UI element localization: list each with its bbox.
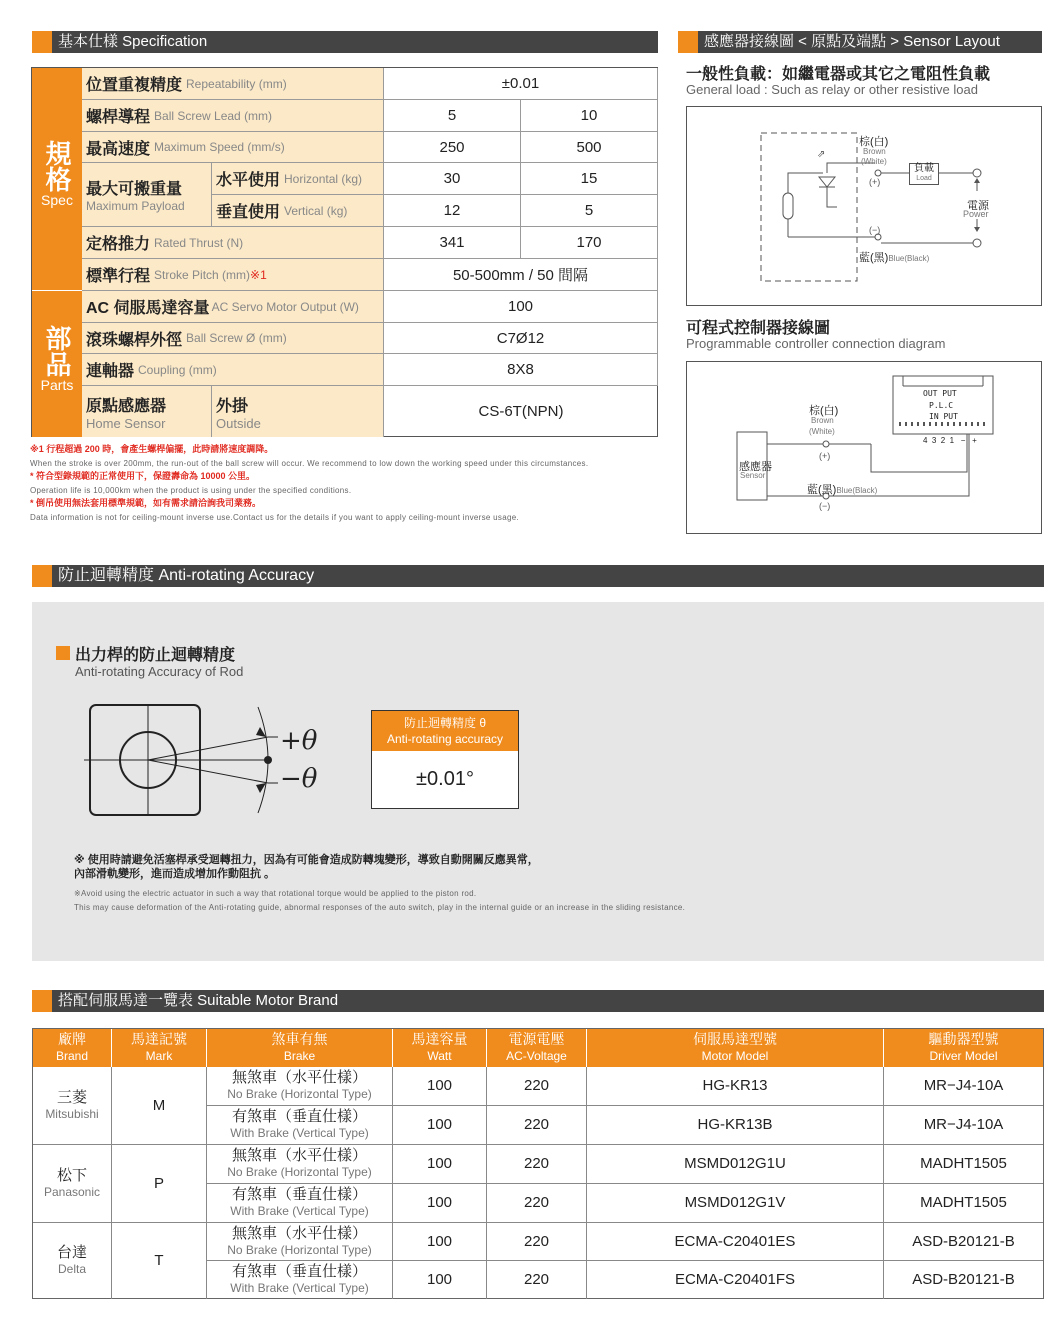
section-tab — [32, 990, 52, 1012]
spec-notes — [30, 443, 670, 524]
d2-minus: (−) — [819, 501, 831, 511]
d2-brown-zh: 棕(白) — [809, 405, 839, 417]
mark-p: P — [112, 1145, 207, 1223]
anti-box-en: Anti-rotating accuracy — [386, 732, 504, 746]
motor-model-cell: MSMD012G1U — [587, 1145, 884, 1184]
row-motor-label: AC 伺服馬達容量 AC Servo Motor Output (W) — [82, 291, 384, 323]
row-horizontal-v1: 30 — [384, 163, 521, 195]
row-sensor-label: 原點感應器 Home Sensor — [82, 386, 212, 437]
row-coupling-label: 連軸器 Coupling (mm) — [82, 354, 384, 386]
driver-model-cell: MR−J4-10A — [884, 1106, 1043, 1145]
header-brand: 廠牌 Brand — [33, 1029, 112, 1067]
plc-pins: 4 3 2 1 − + — [923, 436, 977, 445]
motor-model-cell: HG-KR13 — [587, 1067, 884, 1106]
group-spec-en: Spec — [41, 192, 73, 208]
led-icon: ⇗ — [817, 149, 826, 160]
note-3-en: Data information is not for ceiling-mount inverse use.Contact us for the details if you want to apply ceiling-mount inverse usage. — [30, 512, 520, 522]
brake-cell: 無煞車（水平仕樣） No Brake (Horizontal Type) — [207, 1145, 393, 1184]
group-parts — [32, 291, 82, 437]
motor-model-cell: MSMD012G1V — [587, 1184, 884, 1223]
load-box — [909, 163, 939, 185]
anti-title: 防止迴轉精度 Anti-rotating Accuracy — [58, 567, 315, 584]
general-load-zh: 一般性負載：如繼電器或其它之電阻性負載 — [686, 66, 991, 83]
plc-out-put: OUT PUT — [923, 389, 957, 398]
watt-cell: 100 — [393, 1223, 487, 1261]
plc-in-put: IN PUT — [929, 412, 958, 421]
row-speed-v1: 250 — [384, 132, 521, 163]
row-speed-label: 最高速度 Maximum Speed (mm/s) — [82, 132, 384, 163]
motor-model-cell: HG-KR13B — [587, 1106, 884, 1145]
minus-theta: −θ — [280, 764, 318, 794]
header-mark: 馬達記號 Mark — [112, 1029, 207, 1067]
anti-box-zh: 防止迴轉精度 θ — [403, 716, 486, 730]
driver-model-cell: ASD-B20121-B — [884, 1223, 1043, 1261]
voltage-cell: 220 — [487, 1223, 587, 1261]
row-thrust-v2: 170 — [521, 227, 658, 259]
voltage-cell: 220 — [487, 1106, 587, 1145]
plc-label: P.L.C — [929, 401, 954, 410]
row-thrust-label: 定格推力 Rated Thrust (N) — [82, 227, 384, 259]
sensor-diagram-general — [686, 106, 1042, 306]
anti-box-header — [372, 711, 518, 751]
d1-minus: (−) — [869, 225, 881, 235]
row-horizontal-label: 水平使用 Horizontal (kg) — [212, 163, 384, 195]
motor-model-cell: ECMA-C20401ES — [587, 1223, 884, 1261]
power-zh: 電源 — [967, 200, 989, 212]
sensor-diagram-plc — [686, 361, 1042, 534]
watt-cell: 100 — [393, 1145, 487, 1184]
note-1-red: ※1 行程超過 200 時，會產生螺桿偏擺，此時請將速度調降。 — [30, 444, 274, 454]
d2-sensor-zh: 感應器 — [739, 461, 772, 473]
anti-note-zh1: ※ 使用時請避免活塞桿承受迴轉扭力，因為有可能會造成防轉塊變形，導致自動開關反應異常， — [74, 854, 539, 866]
plus-theta: +θ — [280, 726, 318, 756]
note-2-red: * 符合型錄規範的正常使用下，保證壽命為 10000 公里。 — [30, 471, 256, 481]
load-zh: 負載 — [914, 163, 934, 174]
general-load-en: General load : Such as relay or other resistive load — [686, 82, 978, 97]
sensor-section-bar — [678, 31, 1042, 53]
load-en: Load — [916, 175, 932, 182]
anti-panel — [32, 602, 1044, 961]
motor-model-cell: ECMA-C20401FS — [587, 1261, 884, 1299]
row-payload-label: 最大可搬重量 Maximum Payload — [82, 163, 212, 227]
d2-brown-en1: Brown — [811, 416, 834, 425]
brake-cell: 無煞車（水平仕樣） No Brake (Horizontal Type) — [207, 1223, 393, 1261]
anti-note-en1: ※Avoid using the electric actuator in such a way that rotational torque would be applied to the piston rod. — [74, 889, 477, 898]
watt-cell: 100 — [393, 1106, 487, 1145]
motor-table — [32, 1028, 1044, 1299]
brake-cell: 有煞車（垂直仕樣） With Brake (Vertical Type) — [207, 1261, 393, 1299]
plc-wiring — [687, 362, 1043, 535]
brand-mitsubishi: 三菱 Mitsubishi — [33, 1067, 112, 1145]
row-stroke-value: 50-500mm / 50 間隔 — [384, 259, 658, 291]
row-stroke-label: 標準行程 Stroke Pitch (mm) ※1 — [82, 259, 384, 291]
row-vertical-v2: 5 — [521, 195, 658, 227]
anti-sub-en: Anti-rotating Accuracy of Rod — [75, 664, 244, 679]
watt-cell: 100 — [393, 1067, 487, 1106]
group-parts-zh: 部品 — [42, 325, 72, 377]
header-brake: 煞車有無 Brake — [207, 1029, 393, 1067]
spec-title: 基本仕樣 Specification — [58, 33, 208, 50]
row-horizontal-v2: 15 — [521, 163, 658, 195]
note-1-en: When the stroke is over 200mm, the run-out of the ball screw will occur. We recommend to low down the working speed under this circumstances. — [30, 458, 589, 468]
header-motor-model: 伺服馬達型號 Motor Model — [587, 1029, 884, 1067]
d1-plus: (+) — [869, 177, 881, 187]
brake-cell: 有煞車（垂直仕樣） With Brake (Vertical Type) — [207, 1184, 393, 1223]
driver-model-cell: MADHT1505 — [884, 1145, 1043, 1184]
row-vertical-label: 垂直使用 Vertical (kg) — [212, 195, 384, 227]
power-en: Power — [963, 209, 989, 219]
anti-box-value: ±0.01° — [416, 768, 474, 790]
sensor-title: 感應器接線圖 < 原點及端點 > Sensor Layout — [704, 33, 1000, 50]
group-spec-zh: 規格 — [42, 140, 72, 192]
d2-sensor-en: Sensor — [740, 471, 766, 480]
d1-brown-en2: (White) — [861, 157, 887, 166]
driver-model-cell: MR−J4-10A — [884, 1067, 1043, 1106]
anti-sub-zh: 出力桿的防止迴轉精度 — [75, 647, 236, 664]
row-repeatability-value: ±0.01 — [384, 68, 658, 100]
note-3-red: * 倒吊使用無法套用標準規範，如有需求請洽詢我司業務。 — [30, 498, 262, 508]
row-motor-value: 100 — [384, 291, 658, 323]
anti-rotate-figure — [82, 697, 342, 827]
d2-brown-en2: (White) — [809, 427, 835, 436]
plc-title-en: Programmable controller connection diagram — [686, 336, 946, 351]
anti-section-bar — [32, 565, 1044, 587]
driver-model-cell: ASD-B20121-B — [912, 1271, 1015, 1288]
motor-title: 搭配伺服馬達一覽表 Suitable Motor Brand — [58, 992, 339, 1009]
row-repeatability-label: 位置重複精度 Repeatability (mm) — [82, 68, 384, 100]
row-sensor-sub: 外掛 Outside — [212, 386, 384, 437]
anti-note-zh2: 內部滑軌變形，進而造成增加作動阻抗 。 — [74, 868, 276, 880]
d1-brown-en1: Brown — [863, 147, 886, 156]
row-lead-v1: 5 — [384, 100, 521, 132]
brake-cell: 無煞車（水平仕樣） No Brake (Horizontal Type) — [207, 1067, 393, 1106]
group-spec — [32, 68, 82, 291]
d1-blue: 藍(黑)Blue(Black) — [859, 252, 930, 264]
anti-note-en2: This may cause deformation of the Anti-rotating guide, abnormal responses of the auto switch, play in the internal guide or an increase in the sliding resistance. — [74, 903, 686, 912]
row-lead-label: 螺桿導程 Ball Screw Lead (mm) — [82, 100, 384, 132]
row-screw-value: C7Ø12 — [384, 323, 658, 354]
brake-cell: 有煞車（垂直仕樣） With Brake (Vertical Type) — [207, 1106, 393, 1145]
d1-brown-zh: 棕(白) — [859, 136, 889, 148]
d2-plus: (+) — [819, 451, 831, 461]
note-2-en: Operation life is 10,000km when the product is using under the specified conditions. — [30, 485, 352, 495]
plc-title-zh: 可程式控制器接線圖 — [686, 320, 831, 337]
watt-cell: 100 — [393, 1184, 487, 1223]
driver-model-cell: MADHT1505 — [884, 1184, 1043, 1223]
mark-m: M — [112, 1067, 207, 1145]
spec-section-bar — [32, 31, 658, 53]
row-screw-label: 滾珠螺桿外徑 Ball Screw Ø (mm) — [82, 323, 384, 354]
motor-header-row — [33, 1029, 1043, 1067]
motor-section-bar — [32, 990, 1044, 1012]
row-speed-v2: 500 — [521, 132, 658, 163]
voltage-cell: 220 — [487, 1261, 587, 1299]
watt-cell: 100 — [393, 1261, 487, 1299]
header-voltage: 電源電壓 AC-Voltage — [487, 1029, 587, 1067]
voltage-cell: 220 — [487, 1145, 587, 1184]
mark-t: T — [112, 1223, 207, 1299]
section-tab — [678, 31, 698, 53]
header-watt: 馬達容量 Watt — [393, 1029, 487, 1067]
anti-accuracy-box — [371, 710, 519, 809]
section-tab — [32, 31, 52, 53]
spec-table — [31, 67, 658, 437]
row-vertical-v1: 12 — [384, 195, 521, 227]
d2-blue: 藍(黑)Blue(Black) — [807, 484, 878, 496]
row-lead-v2: 10 — [521, 100, 658, 132]
voltage-cell: 220 — [487, 1067, 587, 1106]
brand-panasonic: 松下 Panasonic — [33, 1145, 112, 1223]
brand-delta: 台達 Delta — [33, 1223, 112, 1299]
header-driver-model: 驅動器型號 Driver Model — [928, 1031, 999, 1063]
section-tab — [32, 565, 52, 587]
anti-sub-marker — [56, 646, 70, 660]
group-parts-en: Parts — [40, 377, 74, 393]
voltage-cell: 220 — [487, 1184, 587, 1223]
row-coupling-value: 8X8 — [384, 354, 658, 386]
row-sensor-value: CS-6T(NPN) — [478, 403, 564, 420]
row-thrust-v1: 341 — [384, 227, 521, 259]
